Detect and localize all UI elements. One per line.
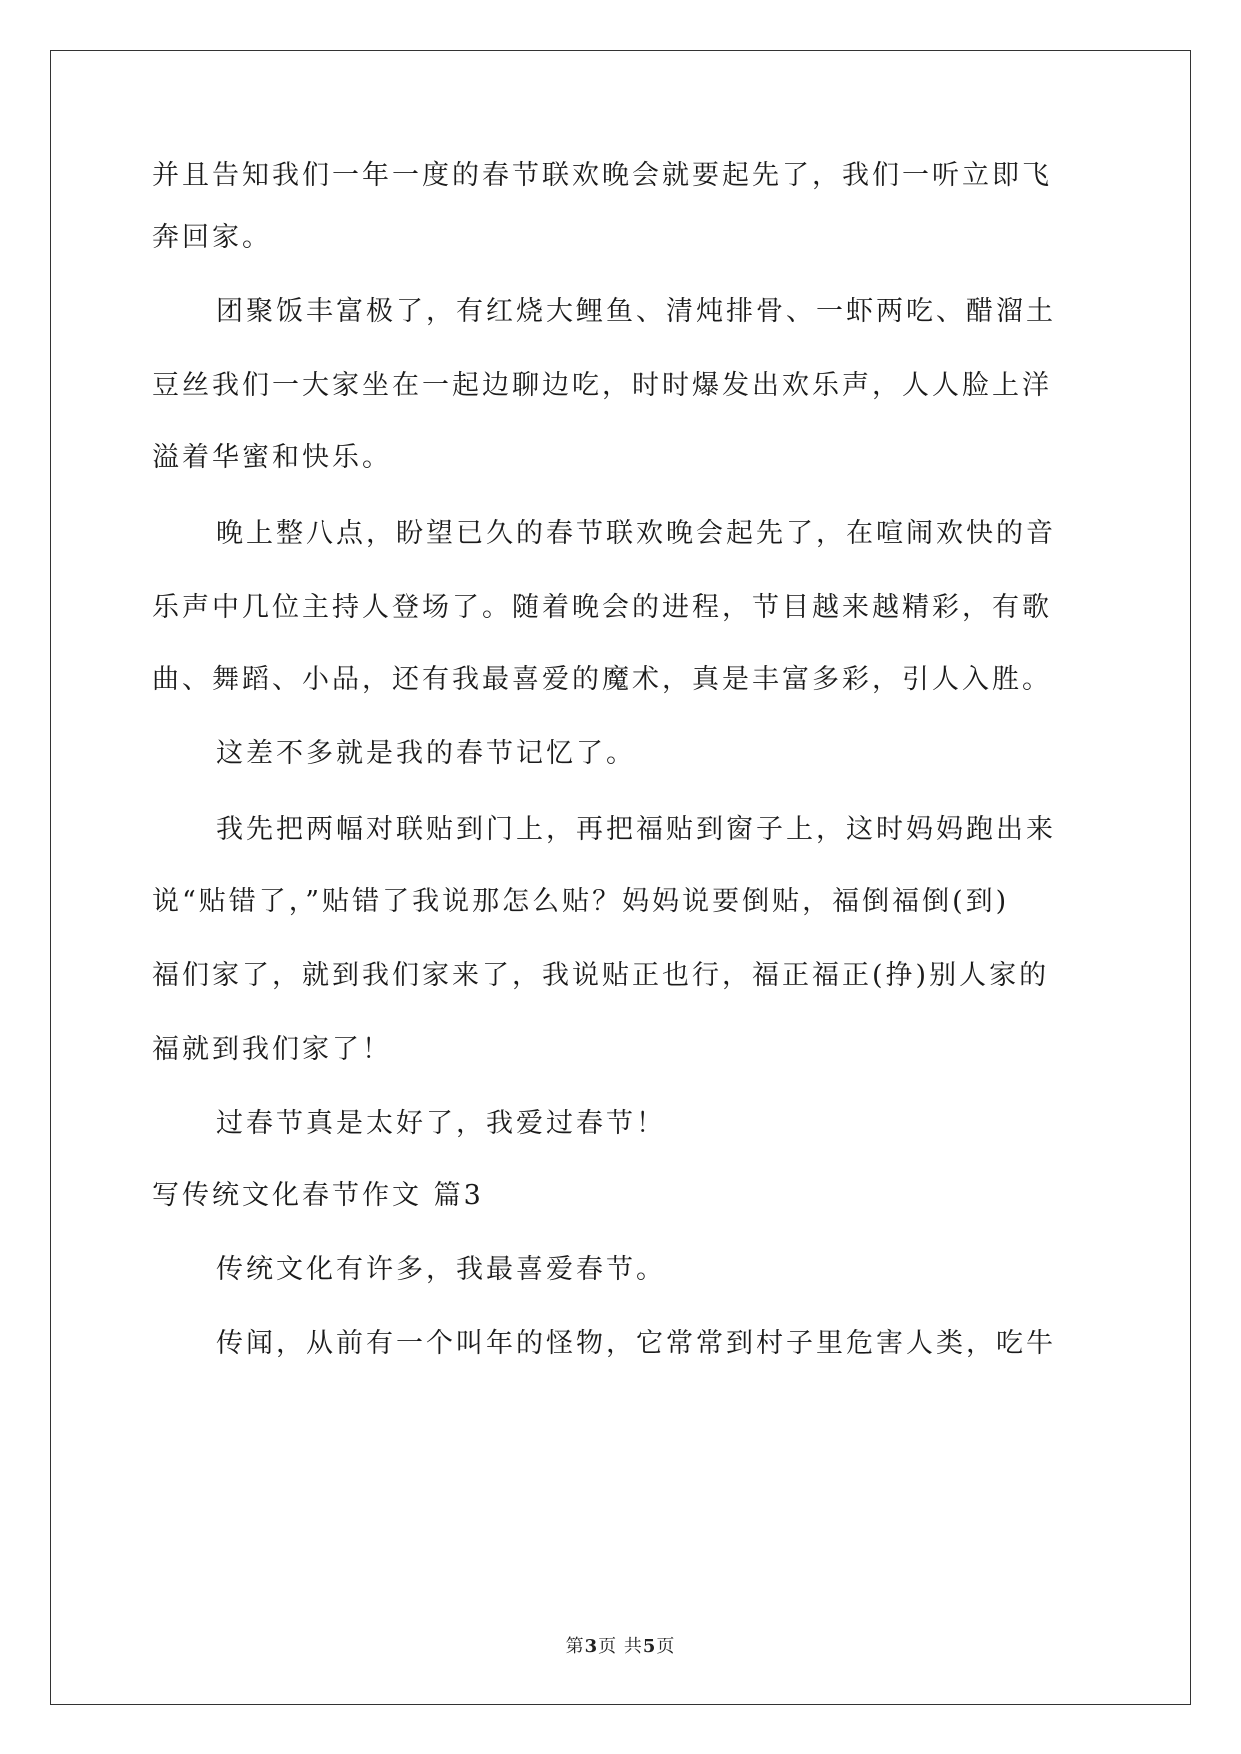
footer-prefix: 第: [565, 1636, 585, 1657]
text-line: 福就到我们家了！: [152, 1034, 392, 1065]
total-pages-number: 5: [642, 1636, 657, 1657]
page-footer: [0, 1632, 1241, 1658]
paragraph-start: 传闻，从前有一个叫年的怪物，它常常到村子里危害人类，吃牛: [216, 1328, 1056, 1359]
paragraph-start: 过春节真是太好了，我爱过春节！: [216, 1108, 666, 1139]
text-line: 乐声中几位主持人登场了。随着晚会的进程，节目越来越精彩，有歌: [152, 592, 1052, 623]
text-line: 福们家了，就到我们家来了，我说贴正也行，福正福正(挣)别人家的: [152, 960, 1050, 991]
paragraph-start: 晚上整八点，盼望已久的春节联欢晚会起先了，在喧闹欢快的音: [216, 518, 1056, 549]
text-line: 并且告知我们一年一度的春节联欢晚会就要起先了，我们一听立即飞: [152, 160, 1052, 191]
paragraph-start: 这差不多就是我的春节记忆了。: [216, 738, 636, 769]
text-line: 曲、舞蹈、小品，还有我最喜爱的魔术，真是丰富多彩，引人入胜。: [152, 664, 1052, 695]
text-line: 豆丝我们一大家坐在一起边聊边吃，时时爆发出欢乐声，人人脸上洋: [152, 370, 1052, 401]
text-line: 奔回家。: [152, 222, 272, 253]
section-heading: 写传统文化春节作文 篇3: [152, 1180, 484, 1211]
text-line: 说“贴错了，”贴错了我说那怎么贴？妈妈说要倒贴，福倒福倒(到): [152, 886, 1010, 917]
paragraph-start: 我先把两幅对联贴到门上，再把福贴到窗子上，这时妈妈跑出来: [216, 814, 1056, 845]
paragraph-start: 团聚饭丰富极了，有红烧大鲤鱼、清炖排骨、一虾两吃、醋溜土: [216, 296, 1056, 327]
footer-mid: 页 共: [598, 1636, 643, 1657]
paragraph-start: 传统文化有许多，我最喜爱春节。: [216, 1254, 666, 1285]
footer-suffix: 页: [656, 1636, 676, 1657]
current-page-number: 3: [584, 1636, 599, 1657]
text-line: 溢着华蜜和快乐。: [152, 442, 392, 473]
